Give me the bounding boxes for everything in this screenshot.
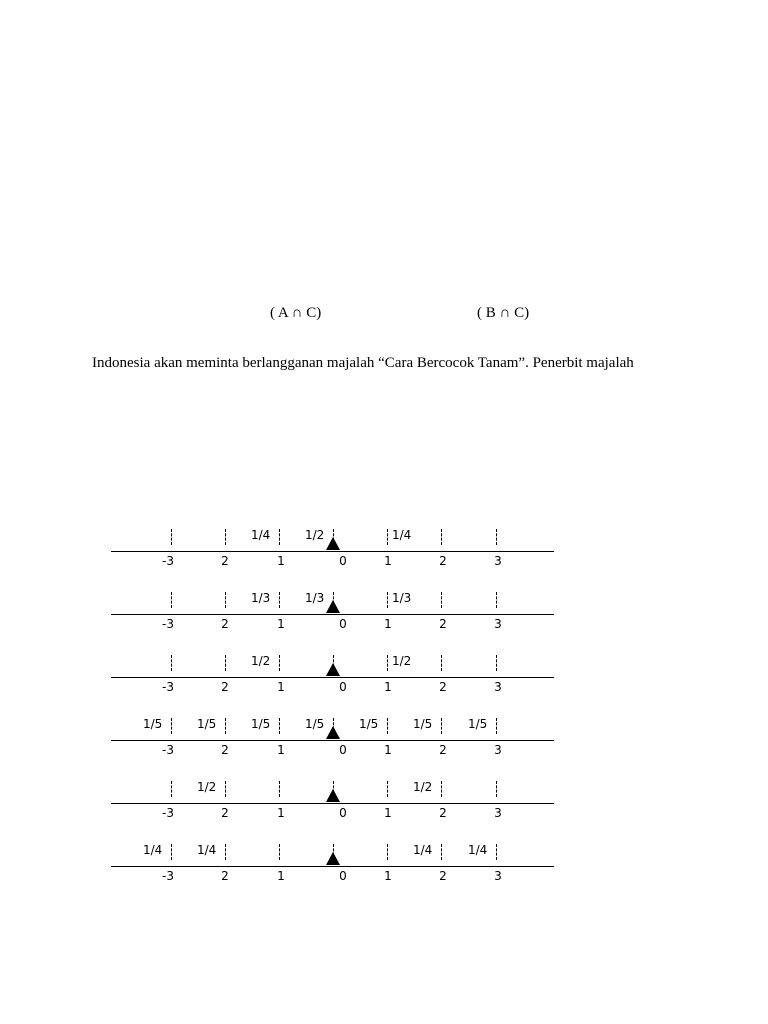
set-b-intersect-c: ( B ∩ C) (477, 305, 530, 321)
dashed-tick (279, 592, 280, 608)
axis-number: 1 (384, 680, 392, 694)
axis-number: 1 (277, 680, 285, 694)
axis-number: 2 (221, 743, 229, 757)
fulcrum-triangle-icon (326, 663, 340, 676)
axis-number: 1 (384, 617, 392, 631)
dashed-tick (387, 781, 388, 797)
probability-label: 1/5 (143, 717, 163, 731)
axis-line (111, 866, 554, 867)
axis-line (111, 551, 554, 552)
probability-label: 1/5 (359, 717, 379, 731)
probability-label: 1/4 (251, 528, 271, 542)
probability-label: 1/2 (305, 528, 325, 542)
probability-label: 1/3 (305, 591, 325, 605)
axis-number: 3 (494, 806, 502, 820)
axis-number: 2 (221, 869, 229, 883)
axis-number: 1 (384, 743, 392, 757)
probability-label: 1/4 (197, 843, 217, 857)
dashed-tick (225, 718, 226, 734)
axis-number: 1 (277, 554, 285, 568)
fulcrum-triangle-icon (326, 726, 340, 739)
dashed-tick (387, 529, 388, 545)
number-line-diagrams (0, 520, 768, 900)
dashed-tick (279, 529, 280, 545)
dashed-tick (496, 718, 497, 734)
axis-line (111, 740, 554, 741)
number-line-row (0, 646, 768, 709)
dashed-tick (225, 781, 226, 797)
fulcrum-triangle-icon (326, 852, 340, 865)
dashed-tick (225, 592, 226, 608)
dashed-tick (171, 718, 172, 734)
dashed-tick (496, 781, 497, 797)
dashed-tick (496, 529, 497, 545)
axis-number: -3 (162, 869, 174, 883)
probability-label: 1/3 (251, 591, 271, 605)
dashed-tick (171, 592, 172, 608)
dashed-tick (279, 844, 280, 860)
axis-number: 0 (339, 554, 347, 568)
axis-number: 2 (221, 680, 229, 694)
dashed-tick (441, 844, 442, 860)
axis-number: 0 (339, 617, 347, 631)
dashed-tick (496, 844, 497, 860)
axis-number: 2 (439, 554, 447, 568)
probability-label: 1/5 (305, 717, 325, 731)
dashed-tick (496, 655, 497, 671)
dashed-tick (496, 592, 497, 608)
number-line-row (0, 709, 768, 772)
axis-number: -3 (162, 617, 174, 631)
set-a-intersect-c: ( A ∩ C) (270, 305, 322, 321)
axis-line (111, 803, 554, 804)
axis-number: 2 (439, 617, 447, 631)
axis-number: 2 (439, 743, 447, 757)
axis-line (111, 677, 554, 678)
dashed-tick (171, 781, 172, 797)
dashed-tick (279, 718, 280, 734)
number-line-row (0, 583, 768, 646)
axis-line (111, 614, 554, 615)
axis-number: 2 (439, 680, 447, 694)
axis-number: 3 (494, 869, 502, 883)
axis-number: 0 (339, 869, 347, 883)
dashed-tick (387, 844, 388, 860)
dashed-tick (171, 529, 172, 545)
probability-label: 1/5 (468, 717, 488, 731)
axis-number: -3 (162, 554, 174, 568)
dashed-tick (387, 718, 388, 734)
axis-number: -3 (162, 680, 174, 694)
dashed-tick (225, 529, 226, 545)
probability-label: 1/2 (413, 780, 433, 794)
probability-label: 1/4 (413, 843, 433, 857)
dashed-tick (441, 718, 442, 734)
axis-number: 1 (277, 743, 285, 757)
axis-number: 1 (384, 806, 392, 820)
probability-label: 1/5 (413, 717, 433, 731)
probability-label: 1/4 (143, 843, 163, 857)
axis-number: 2 (439, 806, 447, 820)
dashed-tick (279, 781, 280, 797)
axis-number: 2 (221, 806, 229, 820)
axis-number: 0 (339, 743, 347, 757)
probability-label: 1/2 (251, 654, 271, 668)
axis-number: 3 (494, 554, 502, 568)
probability-label: 1/3 (392, 591, 412, 605)
axis-number: -3 (162, 743, 174, 757)
probability-label: 1/5 (197, 717, 217, 731)
probability-label: 1/4 (392, 528, 412, 542)
axis-number: 1 (277, 617, 285, 631)
dashed-tick (387, 655, 388, 671)
dashed-tick (387, 592, 388, 608)
axis-number: -3 (162, 806, 174, 820)
axis-number: 3 (494, 617, 502, 631)
fulcrum-triangle-icon (326, 789, 340, 802)
dashed-tick (171, 655, 172, 671)
fulcrum-triangle-icon (326, 600, 340, 613)
axis-number: 0 (339, 680, 347, 694)
axis-number: 3 (494, 743, 502, 757)
number-line-row (0, 835, 768, 898)
axis-number: 2 (221, 617, 229, 631)
fulcrum-triangle-icon (326, 537, 340, 550)
dashed-tick (441, 655, 442, 671)
dashed-tick (171, 844, 172, 860)
probability-label: 1/2 (197, 780, 217, 794)
number-line-row (0, 772, 768, 835)
dashed-tick (441, 592, 442, 608)
probability-label: 1/2 (392, 654, 412, 668)
dashed-tick (225, 655, 226, 671)
dashed-tick (279, 655, 280, 671)
axis-number: 1 (384, 869, 392, 883)
axis-number: 1 (277, 806, 285, 820)
probability-label: 1/5 (251, 717, 271, 731)
dashed-tick (225, 844, 226, 860)
axis-number: 1 (277, 869, 285, 883)
axis-number: 1 (384, 554, 392, 568)
dashed-tick (441, 529, 442, 545)
dashed-tick (441, 781, 442, 797)
axis-number: 2 (439, 869, 447, 883)
paragraph-line: Indonesia akan meminta berlangganan majalah “Cara Bercocok Tanam”. Penerbit majalah (92, 355, 634, 371)
number-line-row (0, 520, 768, 583)
axis-number: 0 (339, 806, 347, 820)
axis-number: 2 (221, 554, 229, 568)
axis-number: 3 (494, 680, 502, 694)
probability-label: 1/4 (468, 843, 488, 857)
